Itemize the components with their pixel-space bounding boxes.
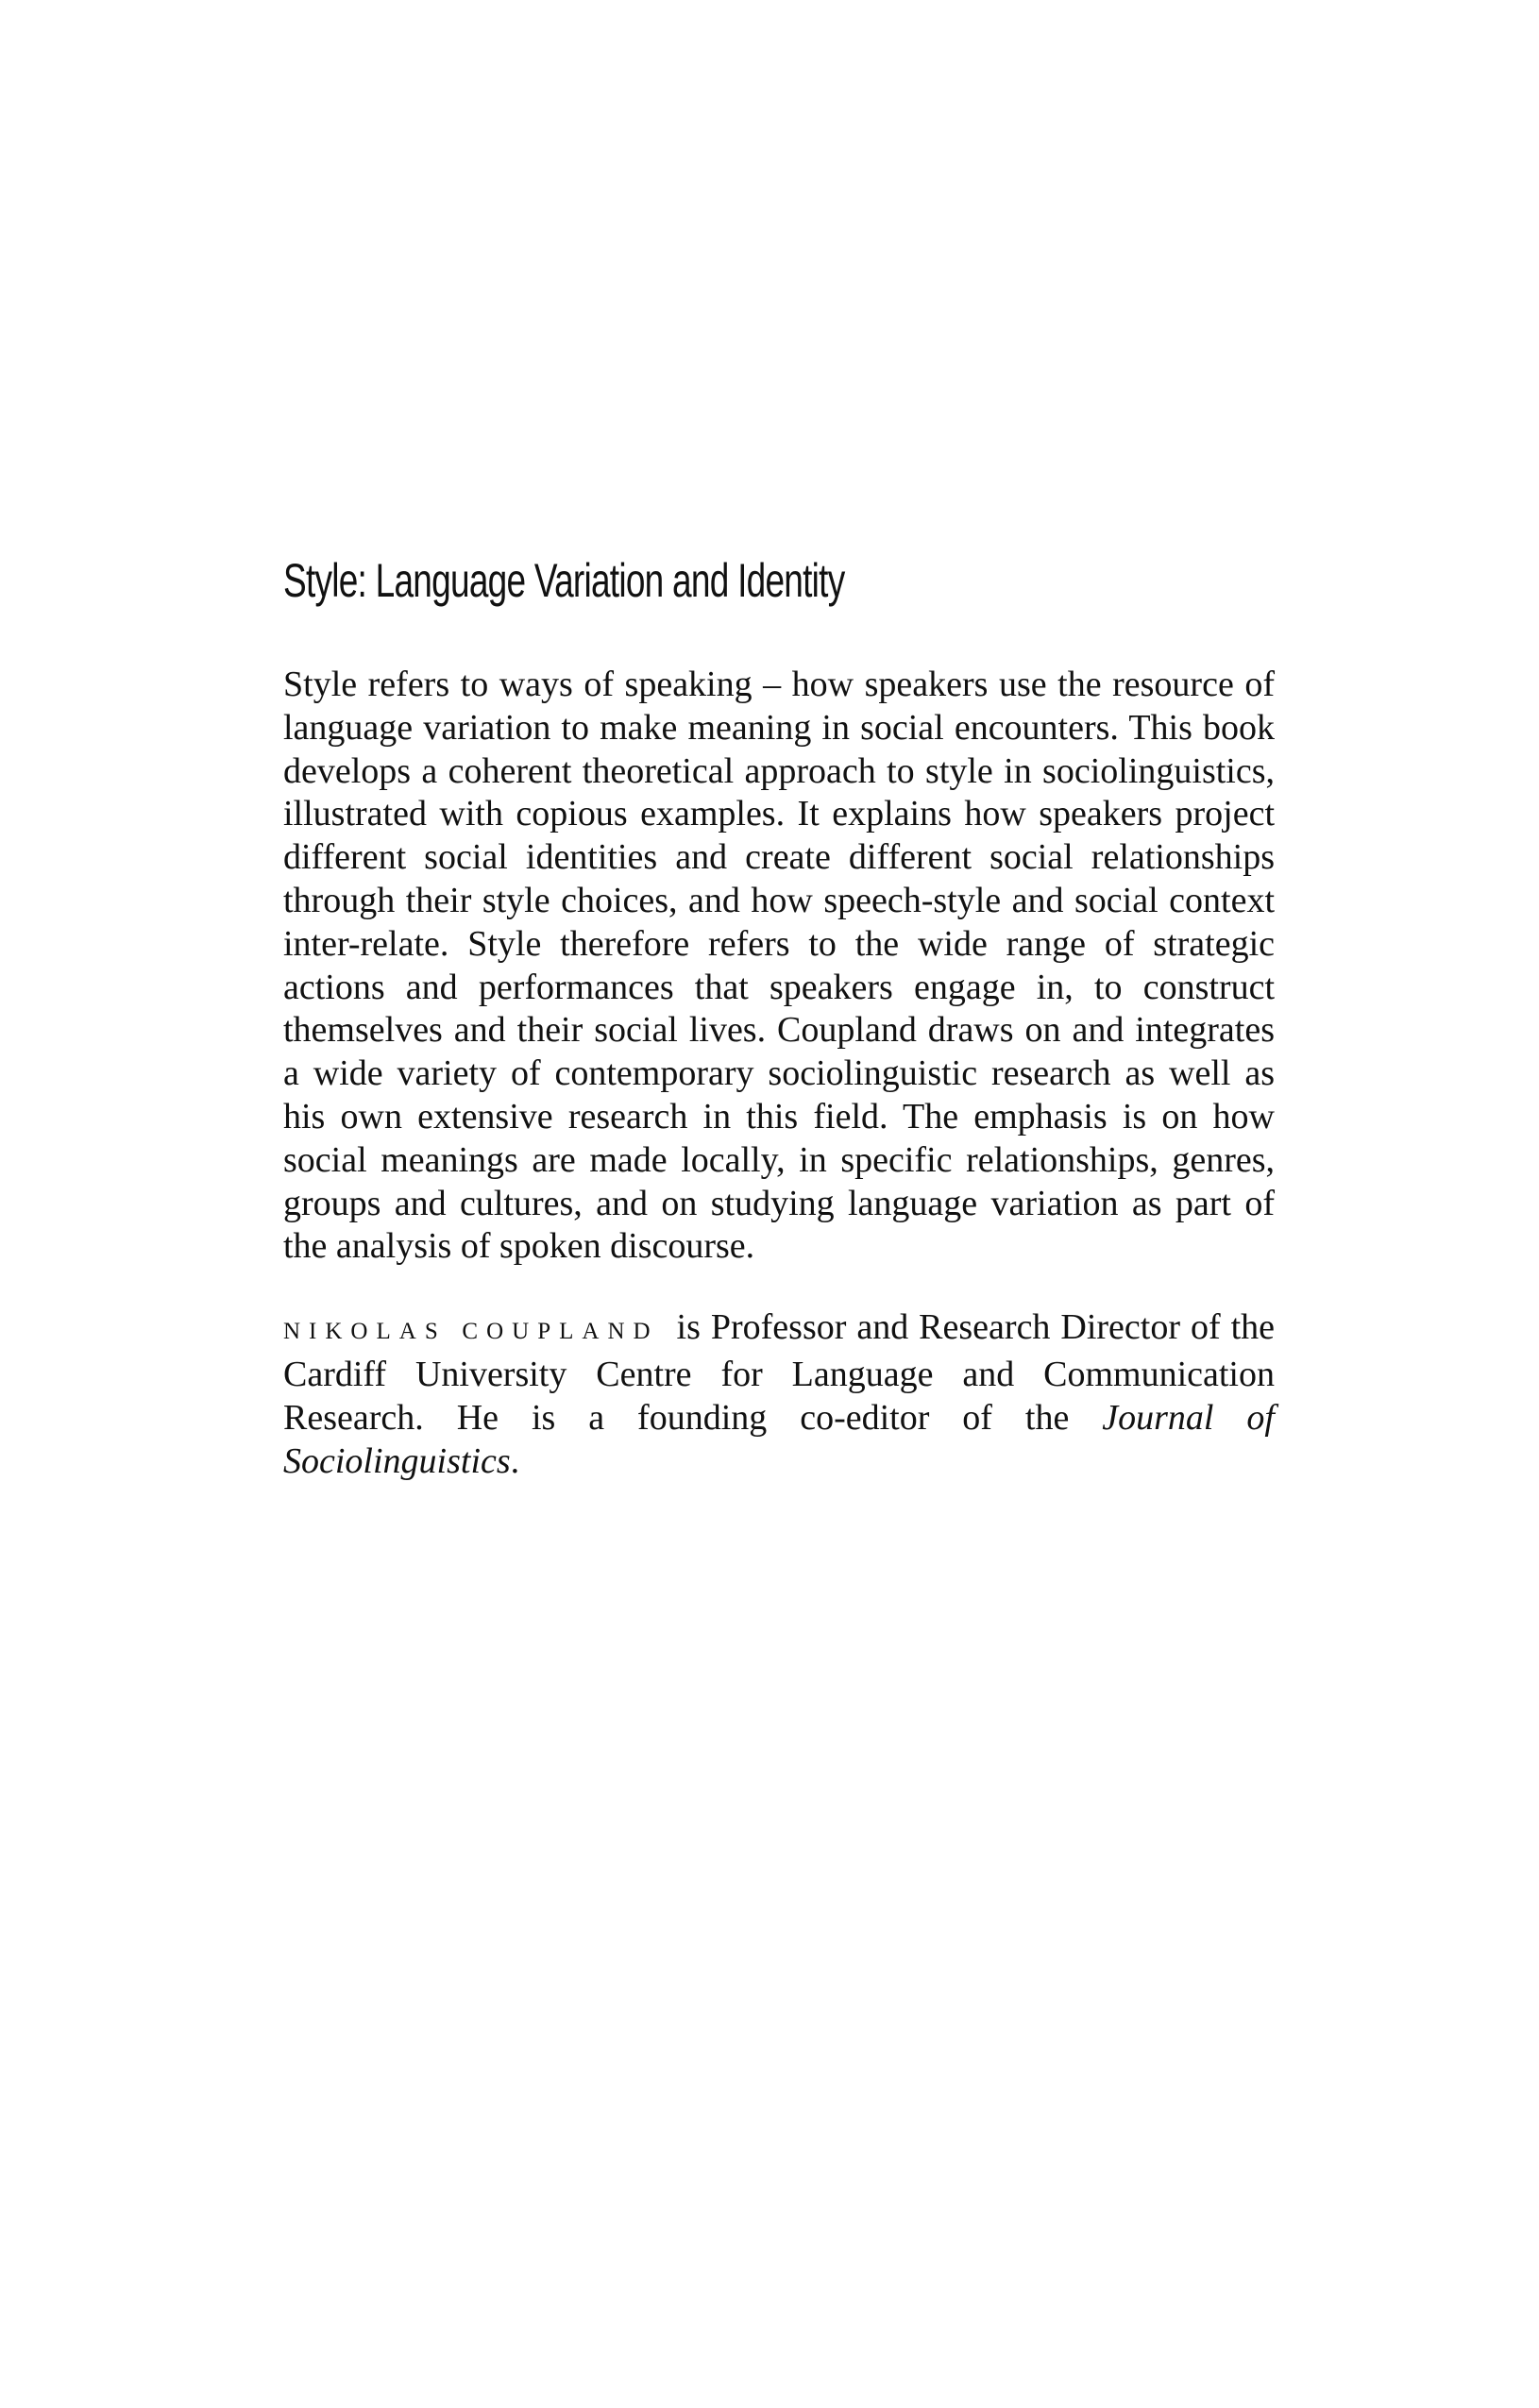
book-blurb: Style refers to ways of speaking – how speakers use the resource of language variation to make meaning in social encounters. This book develops a coherent theoretical approach to style in sociolinguistics, illustrated with copious examples. It explains how speakers project different social identities and create different social relationships through their style choices, and how speech-style and social context inter-relate. Style therefore refers to the wide range of strategic actions and performances that speakers engage in, to construct themselves and their social lives. Coupland draws on and integrates a wide variety of contemporary sociolinguistic research as well as his own extensive research in this field. The emphasis is on how social meanings are made locally, in specific relationships, genres, groups and cultures, and on studying language variation as part of the analysis of spoken discourse. bbox=[283, 665, 1275, 1267]
author-bio-text: is Professor and Research Director of the Cardiff University Centre for Language and Communication Research. He is a founding co-editor of the bbox=[283, 1307, 1276, 1438]
author-name: NIKOLAS COUPLAND bbox=[283, 1319, 659, 1345]
author-bio-end: . bbox=[510, 1440, 520, 1481]
book-description-page bbox=[283, 552, 1275, 1483]
book-title: Style: Language Variation and Identity bbox=[283, 554, 845, 607]
author-bio bbox=[283, 1306, 1275, 1483]
journal-name: Journal of Sociolinguistics bbox=[283, 1397, 1275, 1481]
